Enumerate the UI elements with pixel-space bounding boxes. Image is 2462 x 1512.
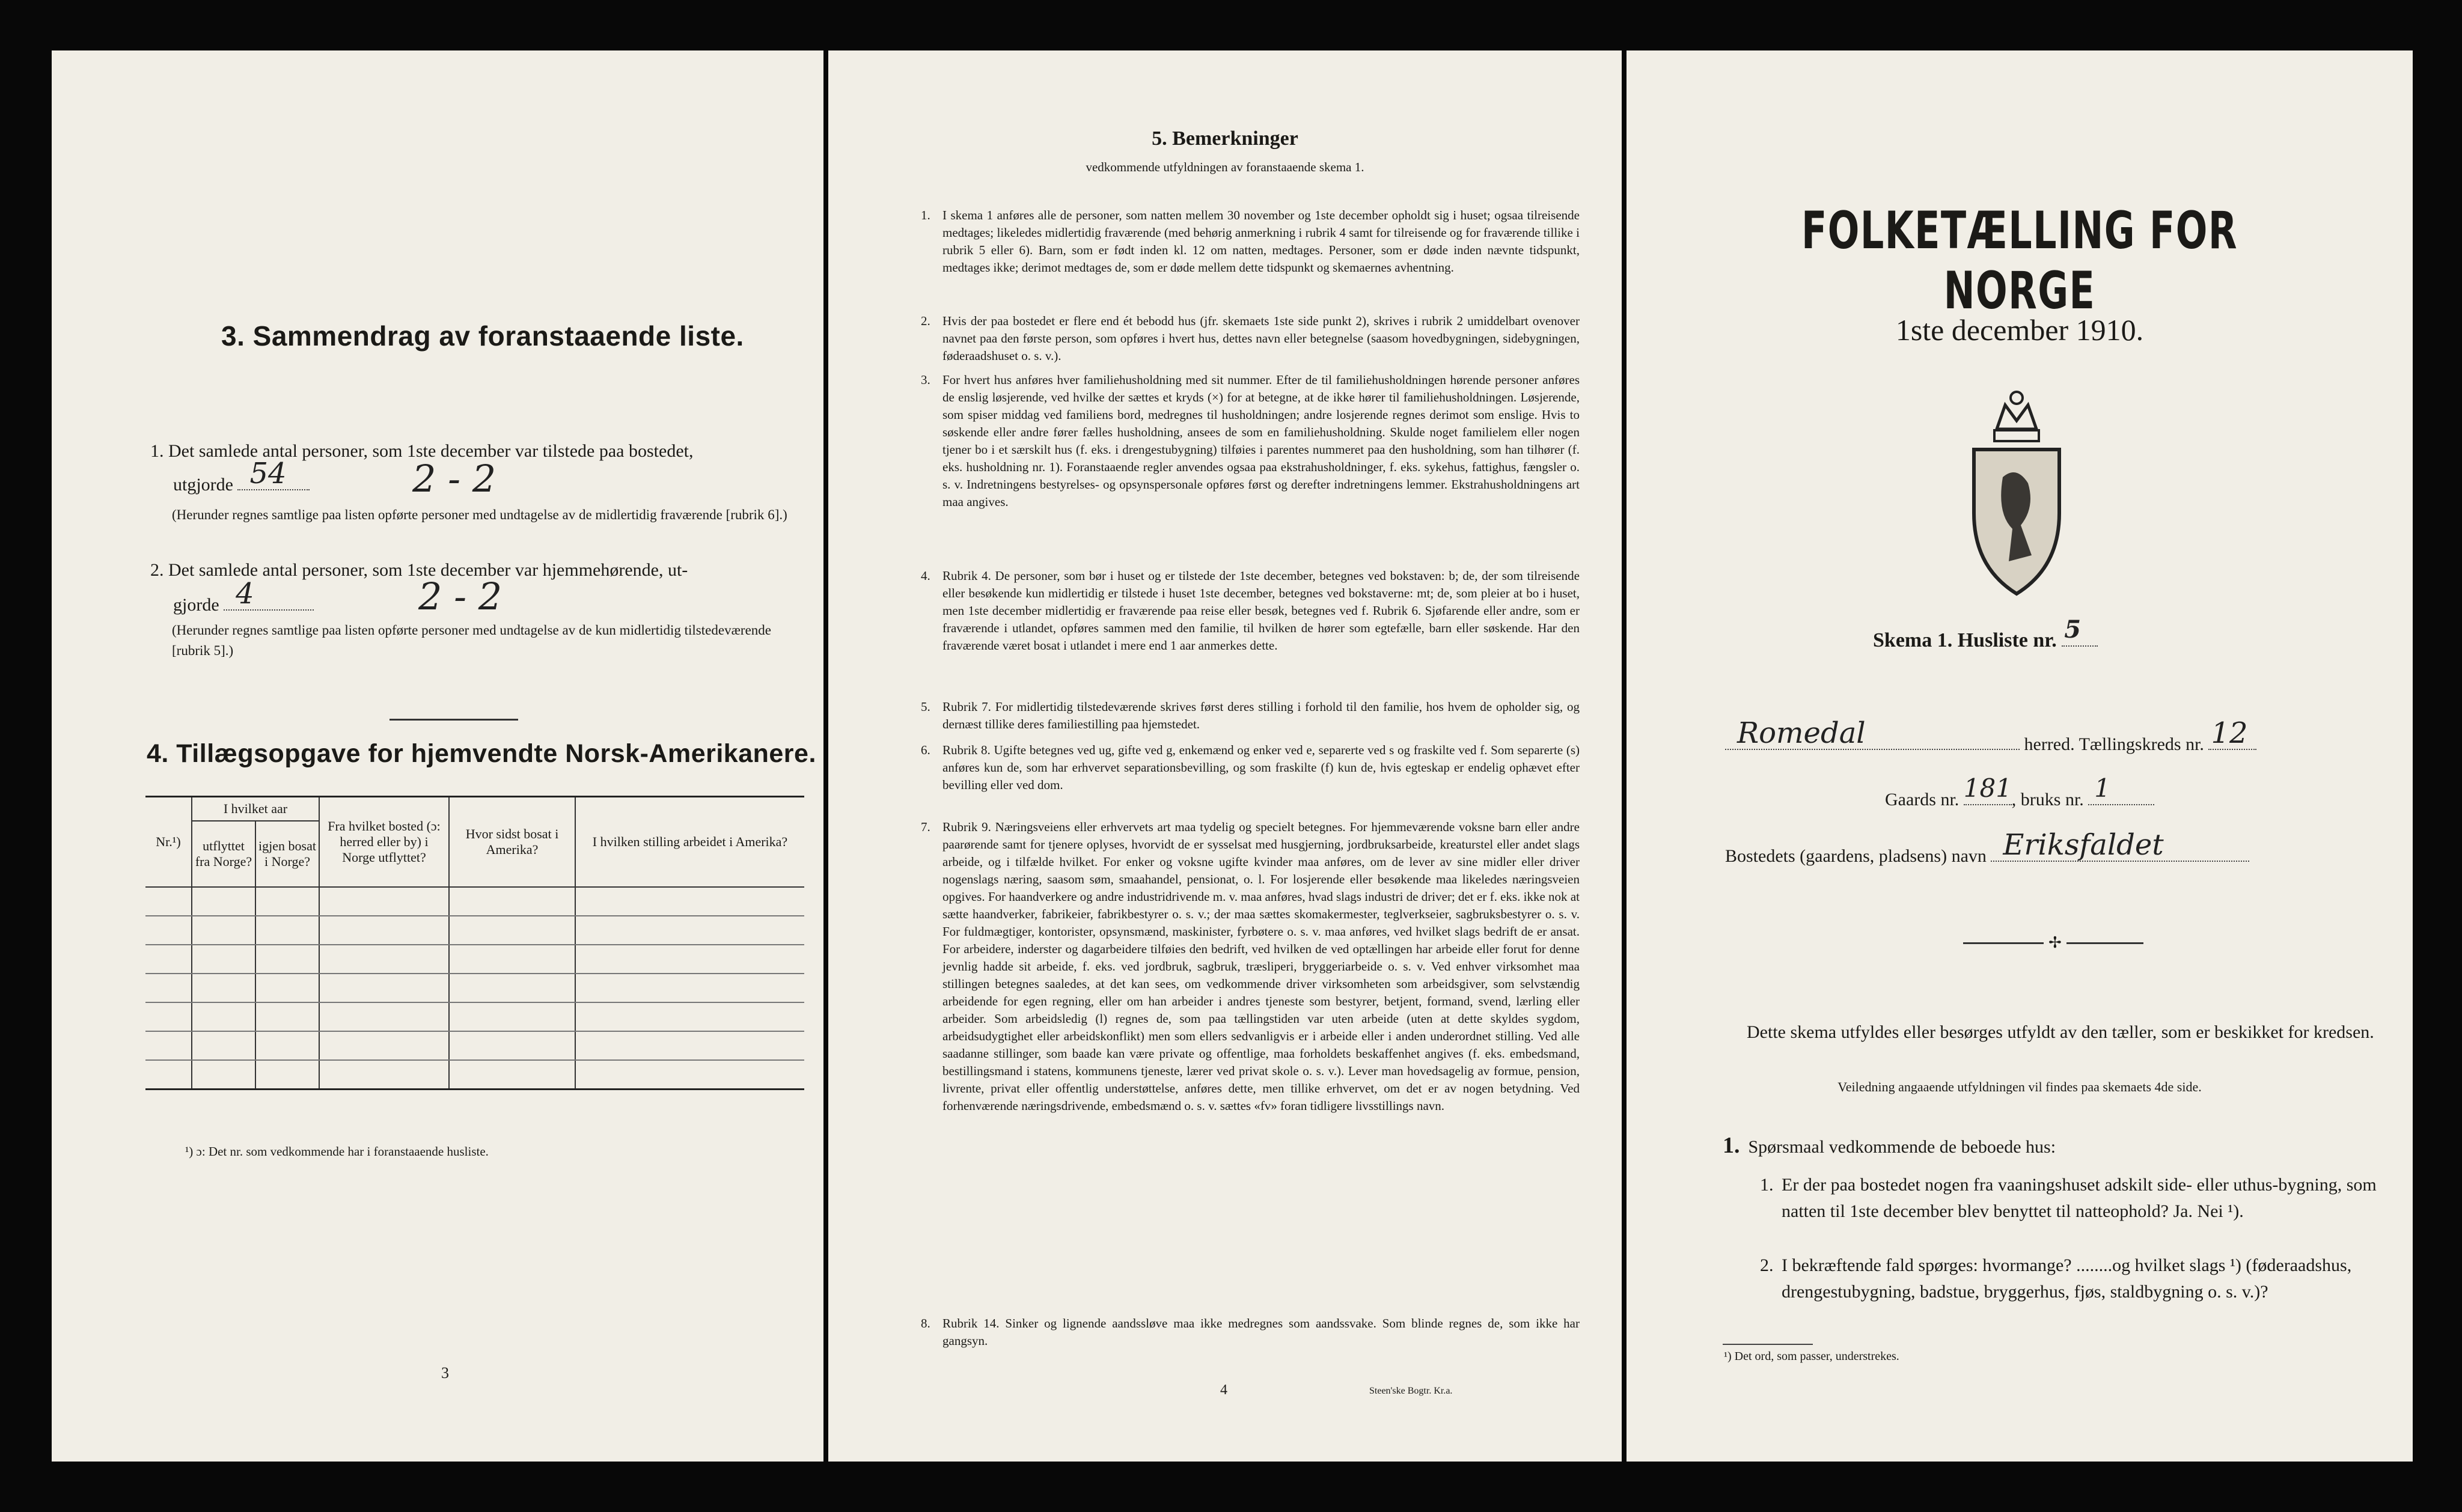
bruks-value: 1 — [2094, 773, 2111, 803]
herred-value: Romedal — [1737, 716, 1866, 750]
item-2-value: 4 — [236, 577, 254, 611]
col-year-group: I hvilket aar — [192, 797, 319, 822]
gaards-field[interactable] — [1963, 773, 2012, 805]
col-year-back: igjen bosat i Norge? — [255, 821, 319, 887]
question-1-title: Spørsmaal vedkommende de beboede hus: — [1748, 1137, 2056, 1157]
ornament-icon: ✢ — [2044, 934, 2066, 952]
question-1-2: 2. I bekræftende fald spørges: hvormange? ........og hvilket slags ¹) (føderaadshus, drengestubygning, badstue, bryggerhus, fjøs, staldbygning o. s. v.)? — [1760, 1255, 2352, 1302]
remark-3: 3. For hvert hus anføres hver familiehusholdning med sit nummer. Efter de til familiehusholdningen hørende personer anføres de enslig løsjerende, ved hvilke der sættes et kryds (×) for at betegne, at de ikke hører til familiehusholdningen. Løsjerende, som spiser middag ved familiens bord, medregnes til husholdningen; andre losjerende regnes derimot som enslige. Hvis to søskende eller andre fører fælles husholdning, ansees de som en familiehusholdning. Skulde noget familielem eller nogen tjener bo i et særskilt hus (f. eks. i drengestubygning) tilføies i parentes nummeret paa den husholdning, som han tilhører (f. eks. husholdning nr. 1). Foranstaaende regler anvendes ogsaa paa ekstrahusholdninger, f. eks. sykehus, fattighus, fængsler o. s. v. Indretningens bestyrelses- og opsynspersonale opføres først og derefter indretningens lemmer. Ekstrahusholdningens art maa angives. — [921, 373, 1580, 509]
remark-7: 7. Rubrik 9. Næringsveiens eller erhvervets art maa tydelig og specielt betegnes. For hjemmeværende voksne barn eller andre paarørende samt for tjenere oplyses, hvorvidt de er sysselsat med husgjerning, jordbruksarbeide, kreaturstel eller andet slags arbeide, og i tilfælde hvilket. For enker og voksne ugifte kvinder maa anføres, om de lever av sine midler eller driver nogenslags næring, saasom søm, smaahandel, pensionat, o. l. For losjerende eller besøkende maa likeledes næringsveien opgives. For haandverkere og andre industridrivende m. v. maa anføres, hvad slags industri de driver; det er f. eks. ikke nok at sætte haandverker, fabrikeier, fabrikbestyrer o. s. v.; der maa sættes skomakermester, teglverkseier, sagbruksbestyrer o. s. v. For fuldmægtiger, kontorister, opsynsmænd, maskinister, fyrbøtere o. s. v. maa anføres, ved hvilket slags bedrift de er ansat. For arbeidere, inderster og dagarbeidere tilføies den bedrift, ved hvilken de ved optællingen har arbeide eller forut for denne jevnlig hadde sit arbeide, f. eks. ved jordbruk, sagbruk, træsliperi, bryggeriarbeide o. s. v. Ved enhver virksomhet maa stillingen betegnes saaledes, at det kan sees, om vedkommende driver virksomheten som arbeidsgiver, som selvstændig arbeidende for egen regning, eller om han arbeider i andres tjeneste som bestyrer, betjent, formand, svend, lærling eller arbeider. Som arbeidsledig (l) regnes de, som paa tællingstiden var uten arbeide (uten at dette skyldes sygdom, arbeidsudygtighet eller arbeidskonflikt) men som ellers sedvanligvis er i arbeide eller i anden underordnet stilling. Ved alle saadanne stillinger, som baade kan være private og offentlige, maa forholdets beskaffenhet angives (f. eks. embedsmand, bestillingsmand i statens, kommunens tjeneste, lærer ved privat skole o. s. v.). Lever man hovedsagelig av formue, pension, livrente, privat eller offentlig understøttelse, anføres dette, men tillike erhvervet, om det er av nogen betydning. Ved forhenværende næringsdrivende, embedsmænd o. s. v. sættes «fv» foran tidligere livsstillings navn. — [921, 820, 1580, 1113]
table-row — [145, 945, 804, 974]
cover-footnote: ¹) Det ord, som passer, understrekes. — [1724, 1350, 1899, 1363]
item-2-extra: 2 - 2 — [418, 575, 502, 618]
coat-of-arms-icon — [1961, 387, 2073, 599]
bosted-value: Eriksfaldet — [2003, 828, 2164, 862]
section-4-title: 4. Tillægsopgave for hjemvendte Norsk-Amerikanere. — [147, 739, 816, 768]
col-nr: Nr.¹) — [145, 797, 192, 888]
question-1-1: 1. Er der paa bostedet nogen fra vaaningshuset adskilt side- eller uthus-bygning, som natten til 1ste december blev benyttet til natteophold? Ja. Nei ¹). — [1760, 1175, 2377, 1221]
table-footnote: ¹) ɔ: Det nr. som vedkommende har i foranstaaende husliste. — [185, 1144, 489, 1159]
kreds-field[interactable] — [2208, 716, 2256, 750]
cover-page — [1627, 50, 2413, 1462]
remark-8: 8. Rubrik 14. Sinker og lignende aandssløve maa ikke medregnes som aandssvake. Som blinde regnes de, som ikke har gangsyn. — [921, 1316, 1580, 1348]
instruction-text: Dette skema utfyldes eller besørges utfyldt av den tæller, som er beskikket for kredsen. — [1747, 1022, 2374, 1042]
table-row — [145, 887, 804, 916]
herred-field[interactable] — [1725, 716, 2020, 750]
question-1-number: 1. — [1723, 1133, 1740, 1158]
item-2-label: gjorde — [173, 595, 219, 615]
item-1-line-a: 1. Det samlede antal personer, som 1ste december var tilstede paa bostedet, — [150, 441, 694, 461]
section-3-title: 3. Sammendrag av foranstaaende liste. — [221, 320, 744, 352]
page-number: 3 — [441, 1364, 449, 1382]
remark-1: 1. I skema 1 anføres alle de personer, som natten mellem 30 november og 1ste december opholdt sig i huset; ogsaa tilreisende medtages; likeledes midlertidig fraværende (med behørig anmerkning i rubrik 4 samt for tilreisende og for fraværende tillike i rubrik 5 eller 6). Barn, som er født inden kl. 12 om natten, medtages. Personer, som er døde inden nævnte tidspunkt, medtages ikke; derimot medtages de, som er døde mellem dette tidspunkt og skemaernes avhentning. — [921, 208, 1580, 275]
table-row — [145, 974, 804, 1002]
table-row — [145, 1060, 804, 1090]
printer-mark: Steen'ske Bogtr. Kr.a. — [1369, 1386, 1453, 1396]
item-1-field[interactable] — [237, 457, 310, 490]
bosted-field[interactable] — [1991, 828, 2249, 862]
remarks-title: 5. Bemerkninger — [1152, 127, 1298, 150]
remark-4: 4. Rubrik 4. De personer, som bør i huset og er tilstede der 1ste december, betegnes ved bokstaven: b; de, der som tilreisende eller besøkende kun midlertidig er tilstede i huset 1ste december, betegnes ved bokstaverne: mt; de, som pleier at bo i huset, men 1ste december midlertidig er fraværende paa reise eller besøk, betegnes ved f. Rubrik 6. Sjøfarende eller andre, som er fraværende i utlandet, opføres sammen med den familie, til hvilken de hører som egtefælle, barn eller søskende. Har den fraværende været bosat i utlandet i mere end 1 aar anmerkes dette. — [921, 569, 1580, 653]
page-number: 4 — [1220, 1382, 1227, 1398]
table-row — [145, 1031, 804, 1060]
col-year-out: utflyttet fra Norge? — [192, 821, 255, 887]
norsk-amerikanere-table — [145, 796, 804, 1090]
col-from: Fra hvilket bosted (ɔ: herred eller by) i Norge utflyttet? — [319, 797, 449, 888]
bosted-label: Bostedets (gaardens, pladsens) navn — [1725, 846, 1987, 866]
husliste-value: 5 — [2064, 615, 2082, 644]
gaards-label: Gaards nr. — [1885, 790, 1960, 809]
schema-label: Skema 1. Husliste nr. — [1873, 629, 2057, 651]
col-where: Hvor sidst bosat i Amerika? — [449, 797, 575, 888]
item-2-field[interactable] — [224, 577, 314, 611]
item-1-value: 54 — [249, 457, 287, 490]
remark-5: 5. Rubrik 7. For midlertidig tilstedeværende skrives først deres stilling i forhold til den familie, hos hvem de opholder sig, og dernæst tillike deres familiestilling paa hjemstedet. — [921, 700, 1580, 731]
kreds-value: 12 — [2211, 716, 2248, 750]
divider — [389, 719, 518, 721]
item-1-label: utgjorde — [173, 475, 233, 495]
item-2-note: (Herunder regnes samtlige paa listen opførte personer med undtagelse av de kun midlertidig tilstedeværende [rubrik 5].) — [172, 623, 771, 658]
item-1-extra: 2 - 2 — [412, 457, 496, 501]
bruks-label: , bruks nr. — [2011, 790, 2084, 809]
table-row — [145, 916, 804, 945]
item-1-note: (Herunder regnes samtlige paa listen opførte personer med undtagelse av de midlertidig fraværende [rubrik 6].) — [172, 507, 787, 522]
gaards-value: 181 — [1963, 773, 2012, 803]
remark-2: 2. Hvis der paa bostedet er flere end ét bebodd hus (jfr. skemaets 1ste side punkt 2), skrives i rubrik 2 umiddelbart ovenover navnet paa den første person, som opføres i hvert hus, dettes navn eller betegnelse (saasom hovedbygningen, sidebygningen, føderaadshuset o. s. v.). — [921, 314, 1580, 363]
footnote-rule — [1723, 1344, 1813, 1345]
col-job: I hvilken stilling arbeidet i Amerika? — [575, 797, 804, 888]
page-4-remarks — [828, 50, 1622, 1462]
guidance-text: Veiledning angaaende utfyldningen vil findes paa skemaets 4de side. — [1837, 1079, 2202, 1094]
herred-label: herred. — [2024, 734, 2075, 754]
page-3-summary — [52, 50, 823, 1462]
husliste-field[interactable] — [2062, 615, 2098, 647]
remark-6: 6. Rubrik 8. Ugifte betegnes ved ug, gifte ved g, enkemænd og enker ved e, separerte ved s og fraskilte ved f. Som separerte (s) anføres kun de, som har erhvervet separationsbevilling, og som fraskilte (f) kun de, hvis egteskap er endelig ophævet efter bevilling eller ved dom. — [921, 743, 1580, 792]
cover-title: FOLKETÆLLING FOR NORGE — [1801, 201, 2238, 321]
kreds-label: Tællingskreds nr. — [2079, 734, 2204, 754]
table-row — [145, 1002, 804, 1031]
item-2-line-a: 2. Det samlede antal personer, som 1ste december var hjemmehørende, ut- — [150, 560, 688, 580]
bruks-field[interactable] — [2088, 773, 2154, 805]
remarks-subtitle: vedkommende utfyldningen av foranstaaende skema 1. — [1086, 160, 1364, 174]
cover-date: 1ste december 1910. — [1895, 313, 2144, 347]
